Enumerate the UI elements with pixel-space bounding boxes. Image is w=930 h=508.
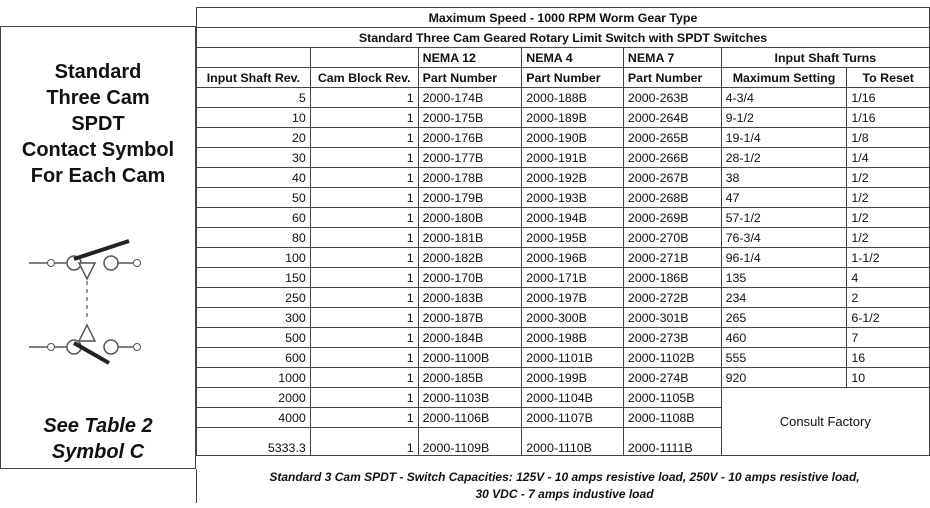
table-row bbox=[197, 288, 930, 308]
table-cell: 2000-178B bbox=[418, 168, 522, 188]
symbol-panel bbox=[0, 26, 196, 469]
table-cell: 30 bbox=[197, 148, 311, 168]
table-cell: 1 bbox=[310, 88, 418, 108]
empty-header bbox=[310, 48, 418, 68]
table-cell: 1 bbox=[310, 128, 418, 148]
table-cell: 2000-1102B bbox=[623, 348, 721, 368]
see-line: Symbol C bbox=[51, 441, 145, 463]
table-cell: 6-1/2 bbox=[847, 308, 930, 328]
table-cell: 1 bbox=[310, 368, 418, 388]
table-cell: 1/16 bbox=[847, 108, 930, 128]
table-cell: 2000-264B bbox=[623, 108, 721, 128]
group-header-row bbox=[197, 48, 930, 68]
table-cell: 57-1/2 bbox=[721, 208, 847, 228]
table-cell: 2000-268B bbox=[623, 188, 721, 208]
table-cell: 1 bbox=[310, 328, 418, 348]
table-cell: 2000-1100B bbox=[418, 348, 522, 368]
table-cell: 2000-1104B bbox=[522, 388, 624, 408]
column-header: Part Number bbox=[623, 68, 721, 88]
table-cell: 2000 bbox=[197, 388, 311, 408]
part-number-table bbox=[196, 7, 930, 456]
table-cell: 555 bbox=[721, 348, 847, 368]
table-cell: 2000-1103B bbox=[418, 388, 522, 408]
input-turns-header: Input Shaft Turns bbox=[721, 48, 929, 68]
column-header: To Reset bbox=[847, 68, 930, 88]
table-row bbox=[197, 268, 930, 288]
table-cell: 1 bbox=[310, 188, 418, 208]
table-cell: 2000-177B bbox=[418, 148, 522, 168]
footer-line: Standard 3 Cam SPDT - Switch Capacities: 125V - 10 amps resistive load, 250V - 10 amps resistive load, bbox=[269, 470, 860, 484]
table-cell: 5333.3 bbox=[197, 428, 311, 456]
consult-factory-cell: Consult Factory bbox=[721, 388, 929, 456]
switch-capacity-footer bbox=[196, 469, 930, 503]
table-cell: 2000-267B bbox=[623, 168, 721, 188]
table-row bbox=[197, 188, 930, 208]
table-cell: 2000-273B bbox=[623, 328, 721, 348]
table-row bbox=[197, 248, 930, 268]
table-cell: 1 bbox=[310, 168, 418, 188]
table-cell: 2000-272B bbox=[623, 288, 721, 308]
symbol-panel-title bbox=[1, 59, 195, 189]
table-cell: 1/4 bbox=[847, 148, 930, 168]
table-cell: 1 bbox=[310, 348, 418, 368]
table-cell: 1 bbox=[310, 428, 418, 456]
column-header: Input Shaft Rev. bbox=[197, 68, 311, 88]
table-cell: 1 bbox=[310, 388, 418, 408]
table-cell: 19-1/4 bbox=[721, 128, 847, 148]
table-cell: 2000-190B bbox=[522, 128, 624, 148]
table-cell: 1-1/2 bbox=[847, 248, 930, 268]
table-cell: 2000-270B bbox=[623, 228, 721, 248]
table-cell: 2000-266B bbox=[623, 148, 721, 168]
table-cell: 5 bbox=[197, 88, 311, 108]
table-cell: 2000-196B bbox=[522, 248, 624, 268]
table-cell: 96-1/4 bbox=[721, 248, 847, 268]
table-cell: 2000-199B bbox=[522, 368, 624, 388]
table-cell: 150 bbox=[197, 268, 311, 288]
table-cell: 2000-185B bbox=[418, 368, 522, 388]
table-cell: 250 bbox=[197, 288, 311, 308]
table-cell: 2000-186B bbox=[623, 268, 721, 288]
table-row bbox=[197, 168, 930, 188]
title-line: Standard bbox=[54, 61, 142, 83]
see-line: See Table 2 bbox=[43, 415, 153, 437]
table-cell: 10 bbox=[197, 108, 311, 128]
table-cell: 76-3/4 bbox=[721, 228, 847, 248]
table-row bbox=[197, 208, 930, 228]
table-cell: 2000-195B bbox=[522, 228, 624, 248]
table-row bbox=[197, 348, 930, 368]
table-cell: 2000-171B bbox=[522, 268, 624, 288]
table-cell: 2000-183B bbox=[418, 288, 522, 308]
column-header: Cam Block Rev. bbox=[310, 68, 418, 88]
title-line: SPDT bbox=[71, 113, 125, 135]
table-cell: 1 bbox=[310, 308, 418, 328]
spdt-contact-symbol bbox=[29, 237, 169, 367]
table-cell: 2000-1105B bbox=[623, 388, 721, 408]
table-cell: 100 bbox=[197, 248, 311, 268]
table-cell: 1/8 bbox=[847, 128, 930, 148]
table-cell: 2000-174B bbox=[418, 88, 522, 108]
column-header: Part Number bbox=[522, 68, 624, 88]
table-cell: 2000-176B bbox=[418, 128, 522, 148]
table-cell: 1/2 bbox=[847, 188, 930, 208]
table-cell: 1/2 bbox=[847, 208, 930, 228]
table-cell: 10 bbox=[847, 368, 930, 388]
table-cell: 47 bbox=[721, 188, 847, 208]
table-cell: 2000-1108B bbox=[623, 408, 721, 428]
table-row bbox=[197, 108, 930, 128]
table-cell: 1000 bbox=[197, 368, 311, 388]
table-cell: 1 bbox=[310, 248, 418, 268]
table-cell: 2000-263B bbox=[623, 88, 721, 108]
table-cell: 4-3/4 bbox=[721, 88, 847, 108]
table-cell: 2000-1107B bbox=[522, 408, 624, 428]
table-cell: 2000-198B bbox=[522, 328, 624, 348]
table-cell: 2000-194B bbox=[522, 208, 624, 228]
table-cell: 2000-187B bbox=[418, 308, 522, 328]
table-cell: 2000-192B bbox=[522, 168, 624, 188]
table-cell: 2000-180B bbox=[418, 208, 522, 228]
table-cell: 500 bbox=[197, 328, 311, 348]
table-cell: 2000-1109B bbox=[418, 428, 522, 456]
table-cell: 1 bbox=[310, 408, 418, 428]
table-row bbox=[197, 388, 930, 408]
table-cell: 1 bbox=[310, 288, 418, 308]
table-cell: 7 bbox=[847, 328, 930, 348]
table-cell: 2000-175B bbox=[418, 108, 522, 128]
title-line: For Each Cam bbox=[30, 165, 166, 187]
table-cell: 80 bbox=[197, 228, 311, 248]
table-body bbox=[197, 88, 930, 388]
table-cell: 4 bbox=[847, 268, 930, 288]
table-cell: 40 bbox=[197, 168, 311, 188]
table-cell: 2000-271B bbox=[623, 248, 721, 268]
table-cell: 2000-184B bbox=[418, 328, 522, 348]
column-header-row bbox=[197, 68, 930, 88]
table-cell: 2000-189B bbox=[522, 108, 624, 128]
table-cell: 1 bbox=[310, 268, 418, 288]
table-row bbox=[197, 228, 930, 248]
table-cell: 16 bbox=[847, 348, 930, 368]
footer-line: 30 VDC - 7 amps industive load bbox=[475, 487, 654, 501]
table-row bbox=[197, 88, 930, 108]
table-cell: 265 bbox=[721, 308, 847, 328]
table-cell: 2000-1111B bbox=[623, 428, 721, 456]
table-cell: 9-1/2 bbox=[721, 108, 847, 128]
table-cell: 2000-1101B bbox=[522, 348, 624, 368]
table-cell: 1/2 bbox=[847, 228, 930, 248]
table-cell: 2000-179B bbox=[418, 188, 522, 208]
see-table-note bbox=[1, 413, 195, 465]
table-cell: 920 bbox=[721, 368, 847, 388]
empty-header bbox=[197, 48, 311, 68]
table-cell: 234 bbox=[721, 288, 847, 308]
table-cell: 1 bbox=[310, 228, 418, 248]
table-subtitle: Standard Three Cam Geared Rotary Limit Switch with SPDT Switches bbox=[197, 28, 930, 48]
table-row bbox=[197, 328, 930, 348]
nema12-header: NEMA 12 bbox=[418, 48, 522, 68]
table-cell: 2000-197B bbox=[522, 288, 624, 308]
title-line: Three Cam bbox=[46, 87, 150, 109]
table-row bbox=[197, 308, 930, 328]
table-cell: 1/2 bbox=[847, 168, 930, 188]
nema4-header: NEMA 4 bbox=[522, 48, 624, 68]
table-cell: 2000-1106B bbox=[418, 408, 522, 428]
table-cell: 2000-301B bbox=[623, 308, 721, 328]
table-cell: 38 bbox=[721, 168, 847, 188]
table-cell: 1/16 bbox=[847, 88, 930, 108]
table-cell: 2000-191B bbox=[522, 148, 624, 168]
table-cell: 2000-188B bbox=[522, 88, 624, 108]
column-header: Part Number bbox=[418, 68, 522, 88]
nema7-header: NEMA 7 bbox=[623, 48, 721, 68]
table-cell: 2000-1110B bbox=[522, 428, 624, 456]
table-cell: 2 bbox=[847, 288, 930, 308]
table-cell: 300 bbox=[197, 308, 311, 328]
table-cell: 1 bbox=[310, 108, 418, 128]
table-cell: 20 bbox=[197, 128, 311, 148]
table-cell: 1 bbox=[310, 148, 418, 168]
table-cell: 2000-269B bbox=[623, 208, 721, 228]
table-row bbox=[197, 368, 930, 388]
table-cell: 50 bbox=[197, 188, 311, 208]
table-cell: 2000-274B bbox=[623, 368, 721, 388]
table-title: Maximum Speed - 1000 RPM Worm Gear Type bbox=[197, 8, 930, 28]
table-cell: 2000-170B bbox=[418, 268, 522, 288]
table-row bbox=[197, 128, 930, 148]
table-cell: 2000-181B bbox=[418, 228, 522, 248]
title-line: Contact Symbol bbox=[21, 139, 175, 161]
table-row bbox=[197, 148, 930, 168]
table-cell: 2000-265B bbox=[623, 128, 721, 148]
table-cell: 135 bbox=[721, 268, 847, 288]
table-cell: 2000-193B bbox=[522, 188, 624, 208]
table-title-row bbox=[197, 8, 930, 28]
table-cell: 4000 bbox=[197, 408, 311, 428]
column-header: Maximum Setting bbox=[721, 68, 847, 88]
table-cell: 28-1/2 bbox=[721, 148, 847, 168]
table-cell: 2000-182B bbox=[418, 248, 522, 268]
table-cell: 1 bbox=[310, 208, 418, 228]
table-cell: 460 bbox=[721, 328, 847, 348]
table-cell: 2000-300B bbox=[522, 308, 624, 328]
table-cell: 60 bbox=[197, 208, 311, 228]
table-subtitle-row bbox=[197, 28, 930, 48]
table-cell: 600 bbox=[197, 348, 311, 368]
